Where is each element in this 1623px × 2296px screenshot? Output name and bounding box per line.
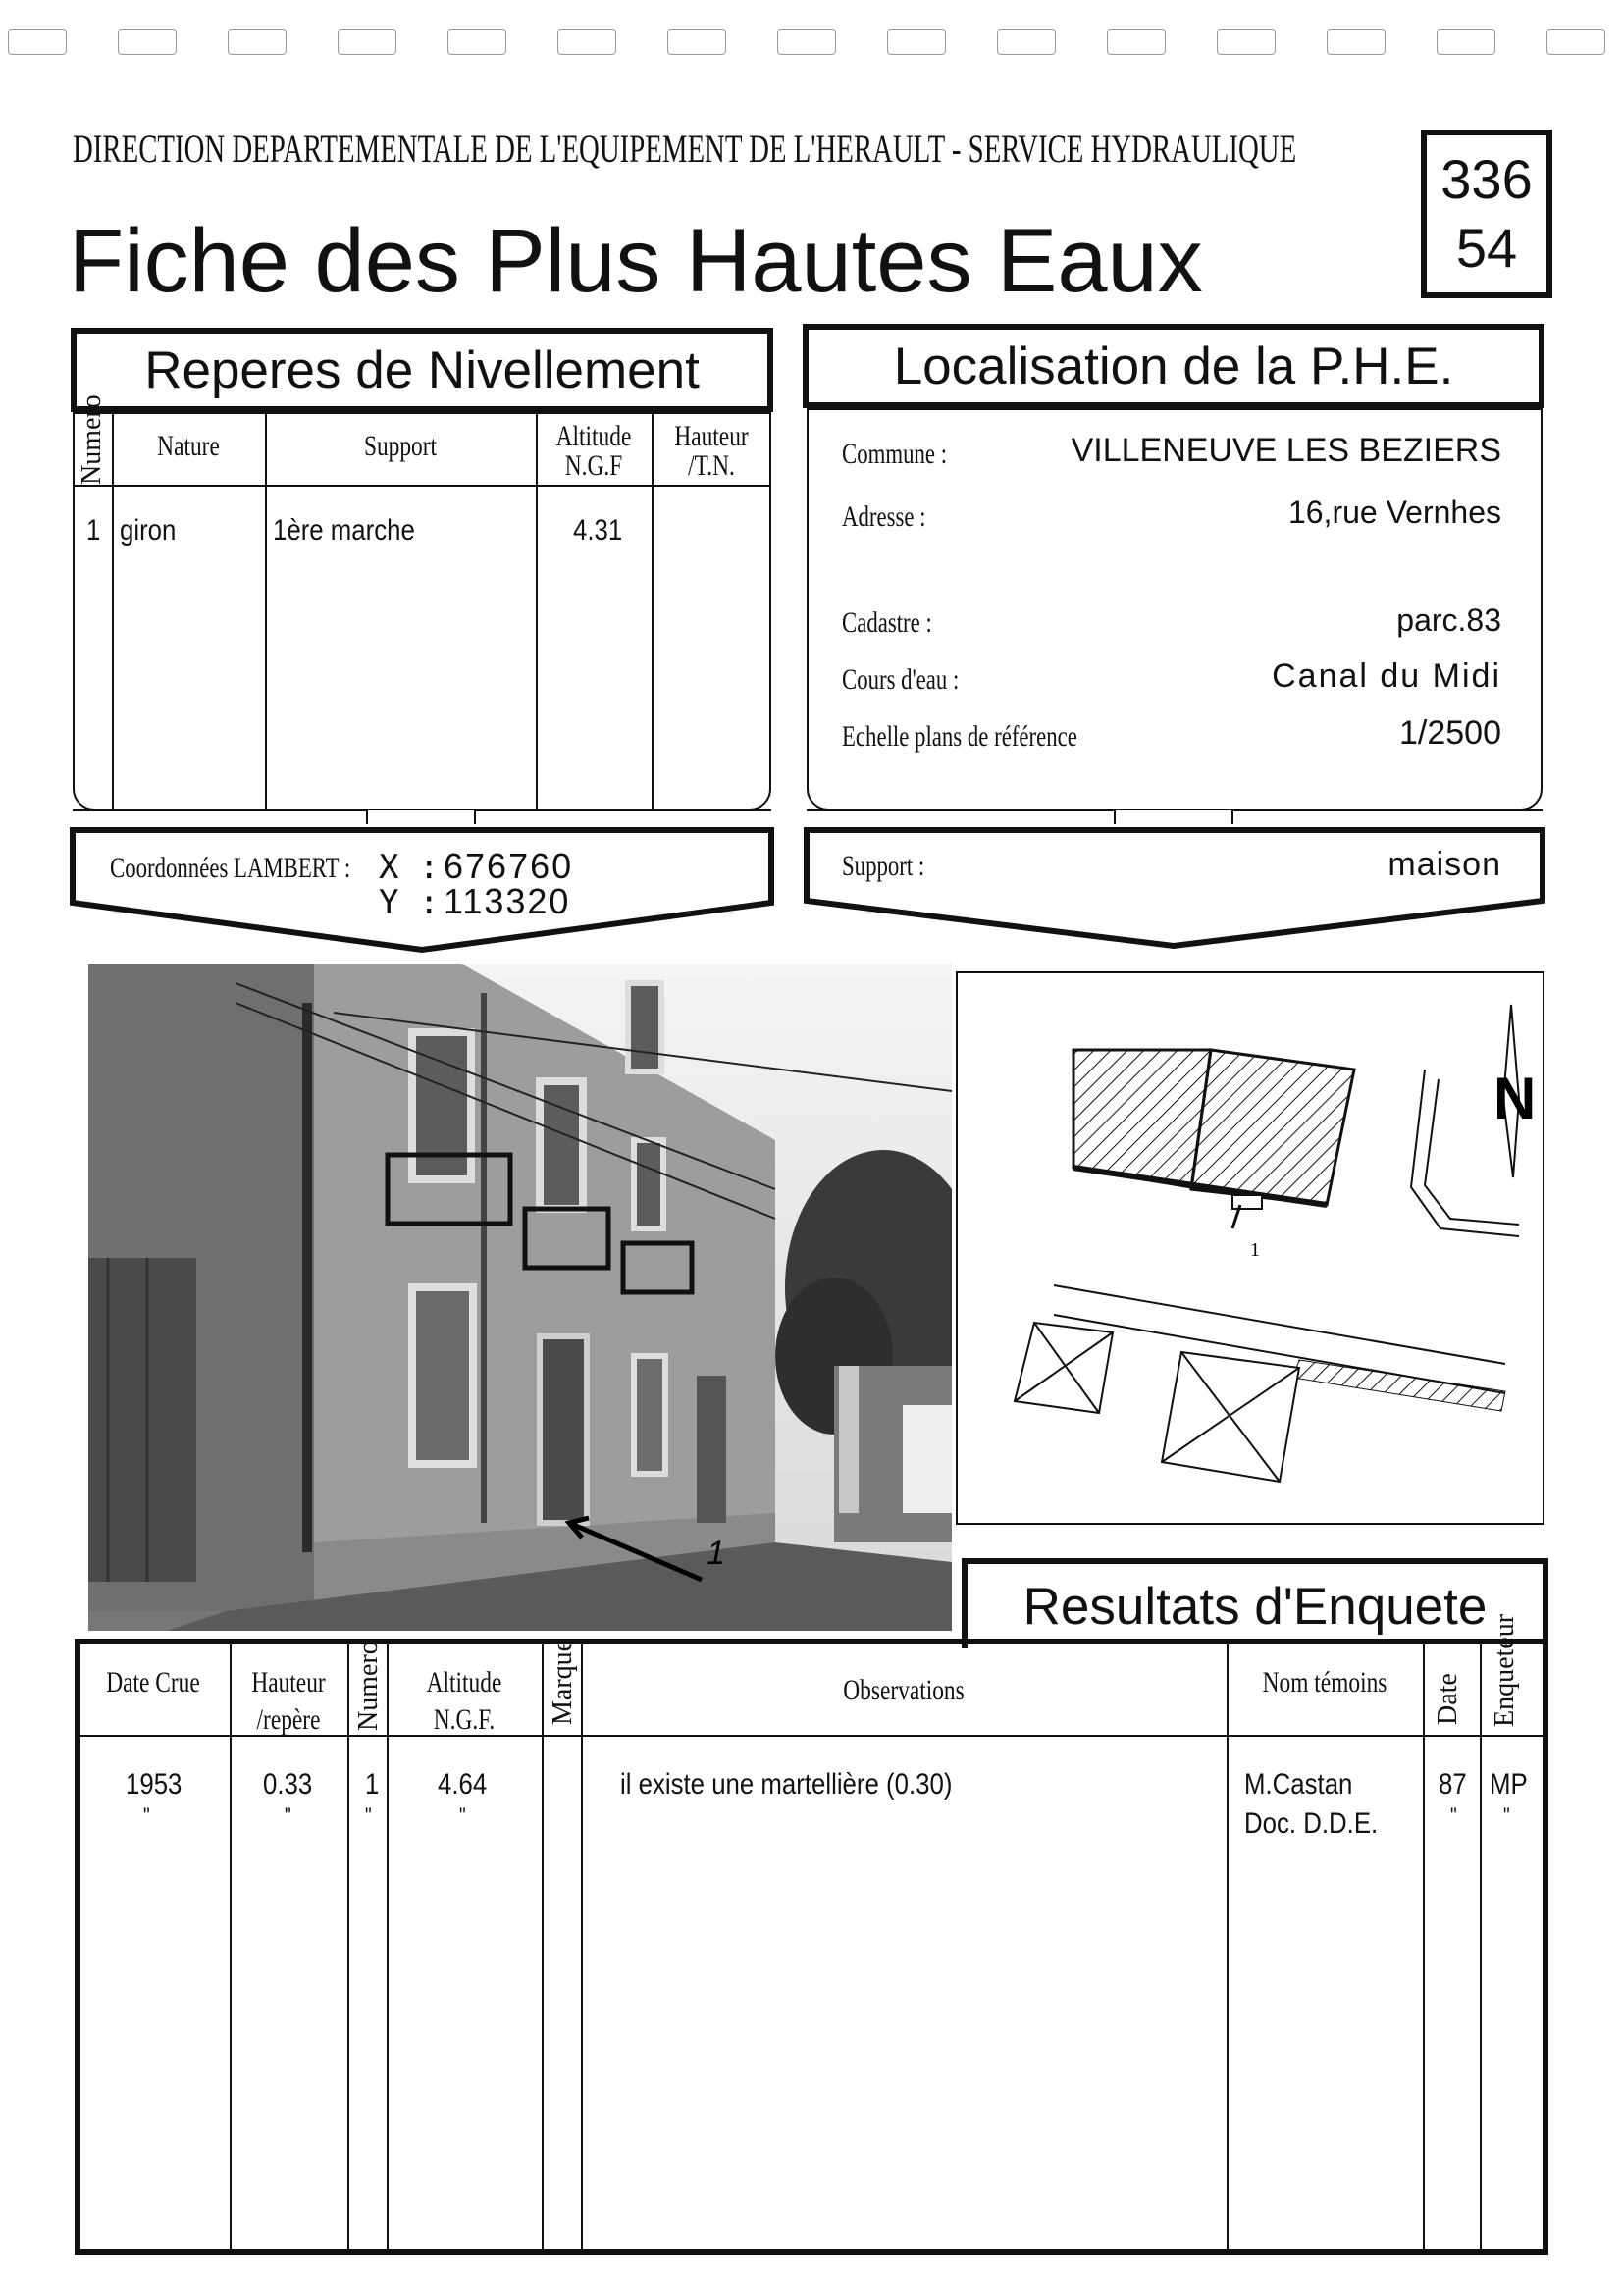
res-altitude-ditto: " xyxy=(459,1803,466,1828)
col-hauteur: Hauteur /T.N. xyxy=(674,420,749,482)
north-label: N xyxy=(1493,1066,1537,1131)
department-header: DIRECTION DEPARTEMENTALE DE L'EQUIPEMENT DE L'HERAULT - SERVICE HYDRAULIQUE xyxy=(73,127,1297,171)
cours-label: Cours d'eau : xyxy=(842,663,960,696)
res-numero: 1 xyxy=(365,1768,380,1800)
reperes-heading: Reperes de Nivellement xyxy=(71,328,773,412)
res-date-ditto: " xyxy=(1450,1803,1457,1828)
commune-label: Commune : xyxy=(842,438,948,470)
col-altitude-res: Altitude N.G.F. xyxy=(426,1666,502,1736)
res-date: 87 xyxy=(1439,1768,1467,1800)
cadastre-value: parc.83 xyxy=(1396,602,1501,638)
photo-arrow-label: 1 xyxy=(707,1535,725,1572)
res-date-crue-ditto: " xyxy=(143,1803,150,1828)
res-observations: il existe une martellière (0.30) xyxy=(620,1768,953,1800)
site-plan xyxy=(956,971,1544,1525)
support-label: Support : xyxy=(842,850,925,882)
col-marque: Marque xyxy=(548,1639,578,1725)
col-date-crue: Date Crue xyxy=(106,1666,200,1698)
reference-bottom: 54 xyxy=(1455,217,1518,279)
col-numero-res: Numero xyxy=(353,1641,384,1731)
col-numero: Numero xyxy=(77,394,107,485)
res-temoin-1: M.Castan xyxy=(1244,1768,1353,1800)
repere-numero: 1 xyxy=(86,514,101,547)
repere-support: 1ère marche xyxy=(273,514,415,547)
localisation-heading: Localisation de la P.H.E. xyxy=(803,324,1544,408)
adresse-value: 16,rue Vernhes xyxy=(1287,495,1501,530)
echelle-value: 1/2500 xyxy=(1399,714,1501,752)
coord-label: Coordonnées LAMBERT : xyxy=(110,852,351,884)
page-title: Fiche des Plus Hautes Eaux xyxy=(69,211,1203,311)
col-observations: Observations xyxy=(843,1674,965,1706)
cours-value: Canal du Midi xyxy=(1272,657,1501,695)
col-altitude: Altitude N.G.F xyxy=(555,420,632,482)
res-date-crue: 1953 xyxy=(126,1768,183,1800)
col-temoins: Nom témoins xyxy=(1262,1666,1387,1698)
res-temoin-2: Doc. D.D.E. xyxy=(1244,1807,1379,1840)
repere-nature: giron xyxy=(120,514,177,547)
plan-marker-label: 1 xyxy=(1250,1239,1260,1261)
col-nature: Nature xyxy=(157,430,220,462)
col-date: Date xyxy=(1433,1673,1463,1725)
res-hauteur-ditto: " xyxy=(285,1803,291,1828)
x-label: X : xyxy=(379,848,440,887)
res-altitude: 4.64 xyxy=(438,1768,488,1800)
repere-altitude: 4.31 xyxy=(573,514,623,547)
building-photo xyxy=(88,964,952,1631)
adresse-label: Adresse : xyxy=(842,500,926,533)
echelle-label: Echelle plans de référence xyxy=(842,720,1077,753)
cadastre-label: Cadastre : xyxy=(842,606,932,639)
y-value: 113320 xyxy=(444,881,571,921)
reference-top: 336 xyxy=(1440,148,1533,210)
res-numero-ditto: " xyxy=(365,1803,372,1828)
col-hauteur-repere: Hauteur /repère xyxy=(251,1666,326,1736)
res-enqueteur-ditto: " xyxy=(1503,1803,1510,1828)
col-enqueteur: Enqueteur xyxy=(1490,1613,1520,1727)
res-hauteur: 0.33 xyxy=(263,1768,313,1800)
x-value: 676760 xyxy=(444,846,574,886)
res-enqueteur: MP xyxy=(1490,1768,1528,1800)
col-support: Support xyxy=(363,430,438,462)
support-value: maison xyxy=(1387,846,1501,883)
y-label: Y : xyxy=(379,883,440,922)
commune-value: VILLENEUVE LES BEZIERS xyxy=(1071,432,1501,469)
resultats-heading: Resultats d'Enquete xyxy=(962,1558,1548,1648)
